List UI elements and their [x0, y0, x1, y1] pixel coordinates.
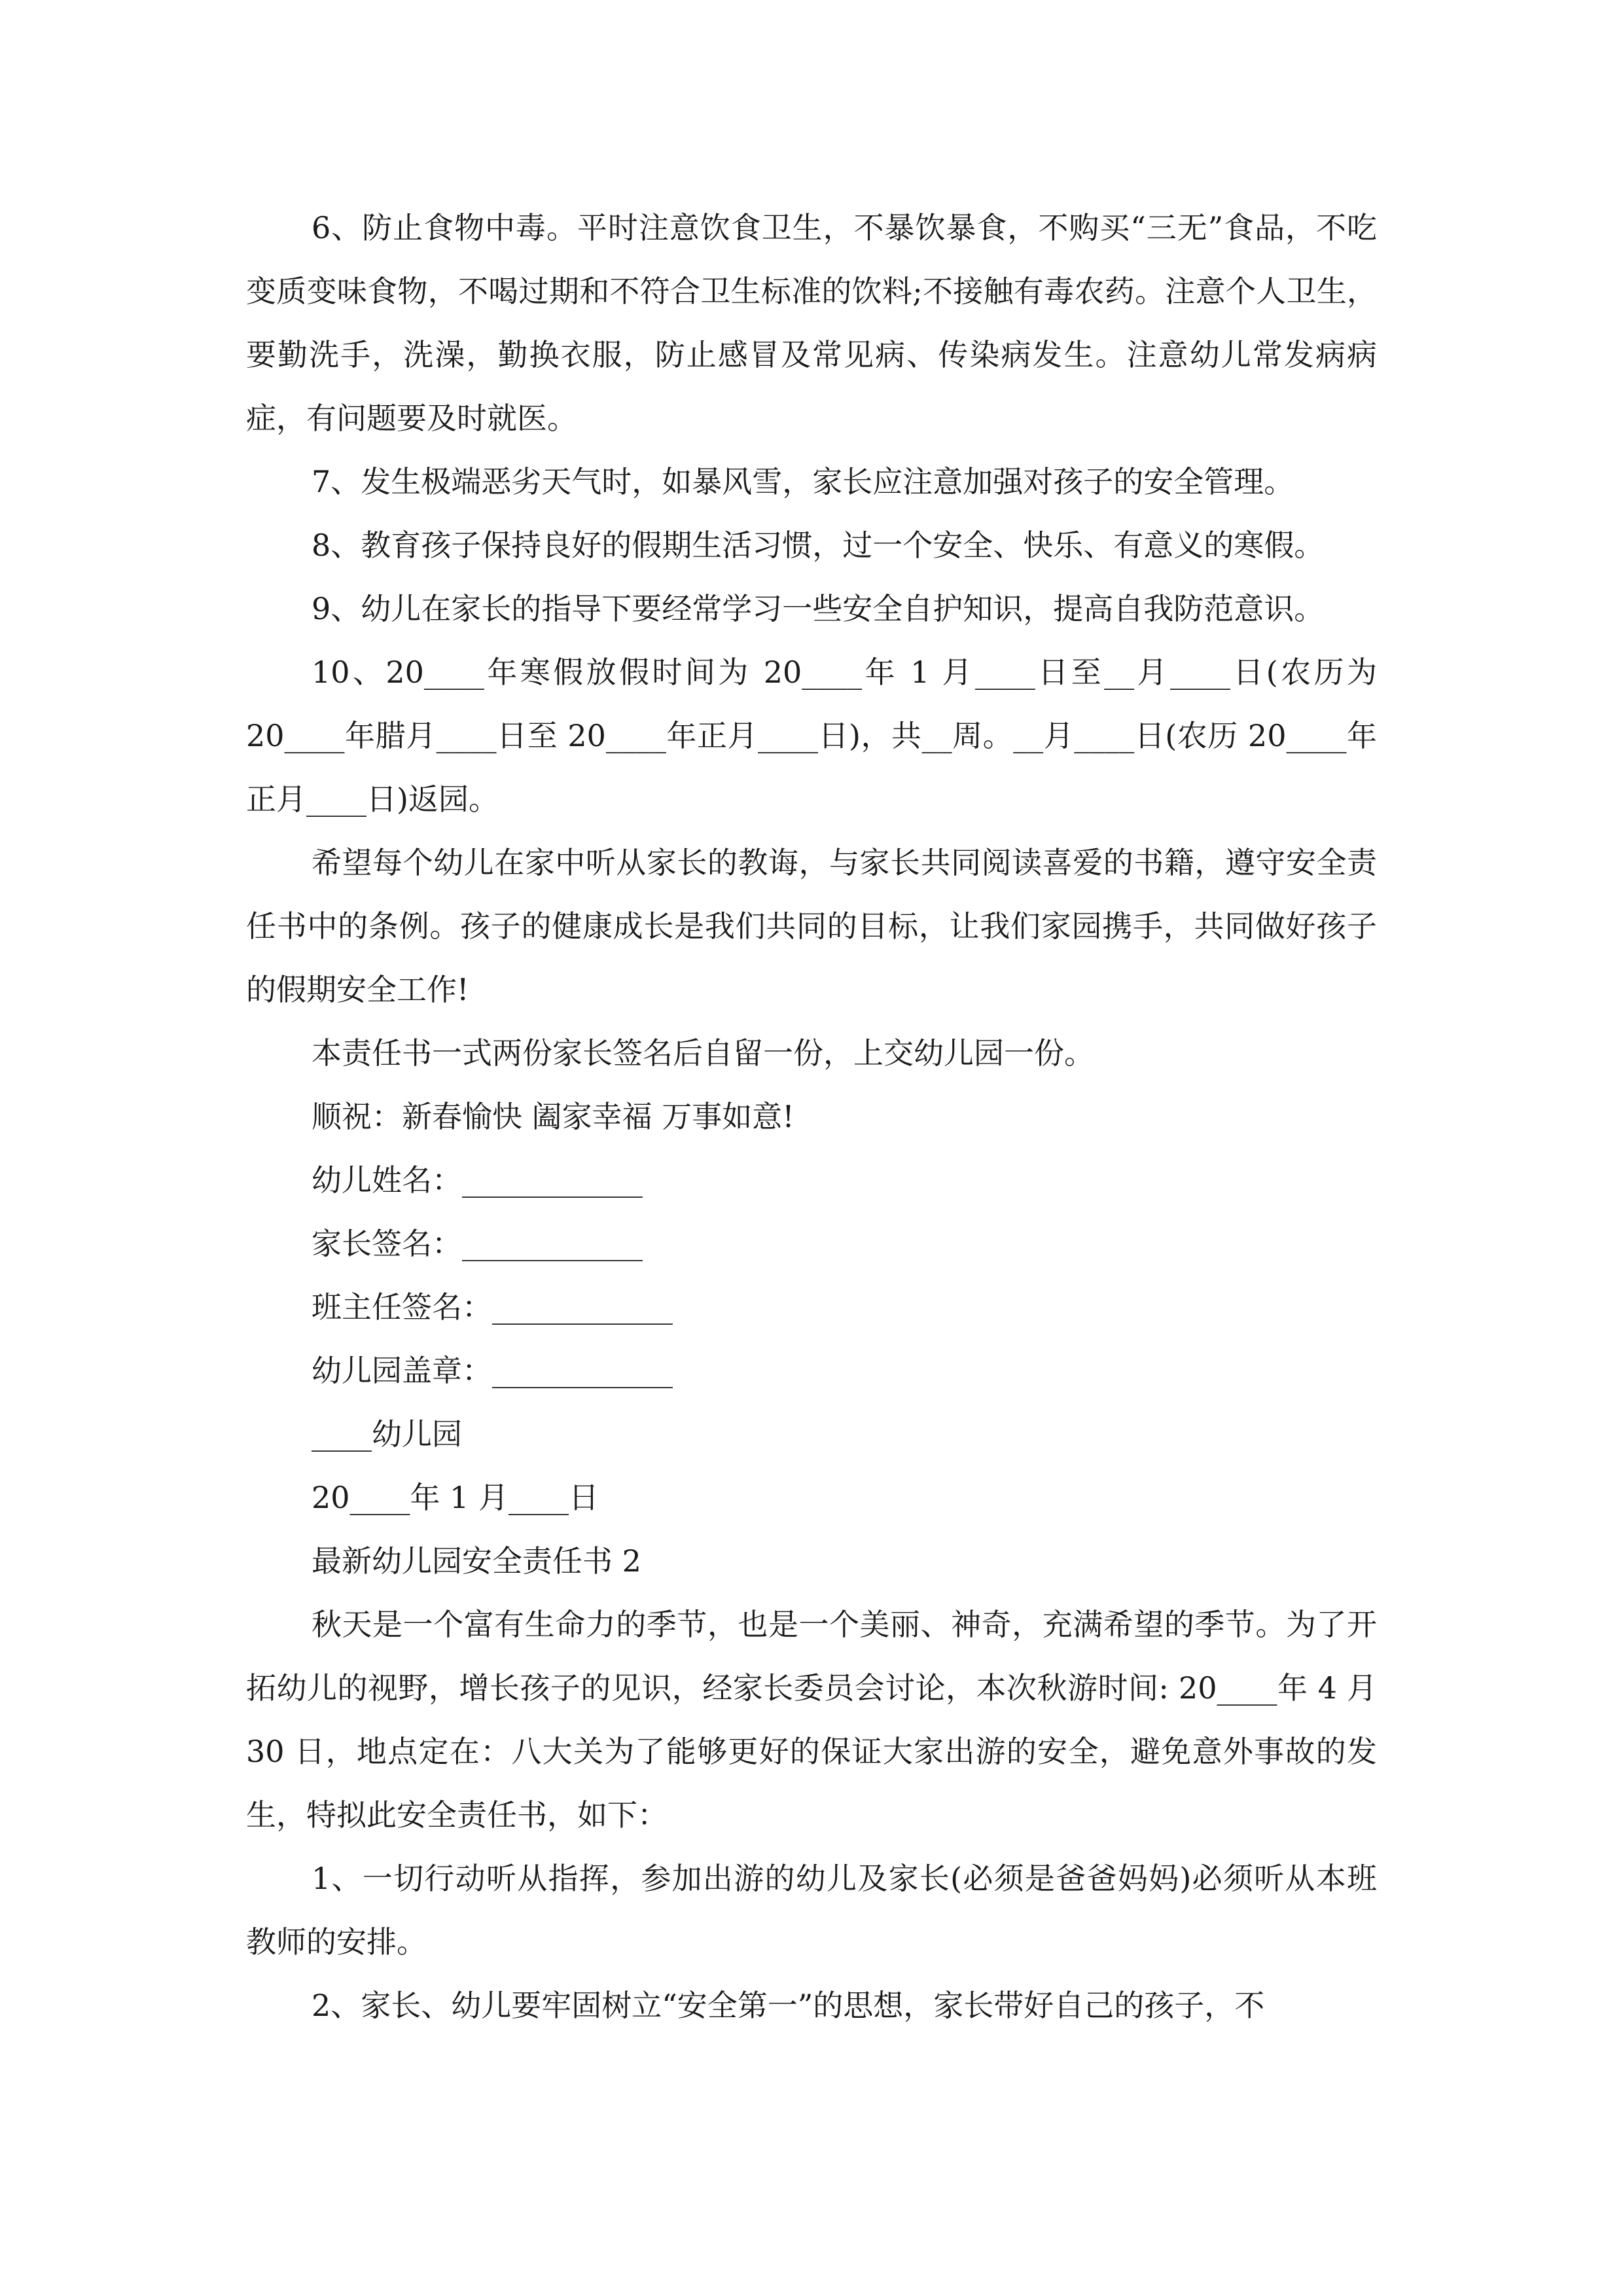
outing-rule-2: 2、家长、幼儿要牢固树立“安全第一”的思想，家长带好自己的孩子，不	[312, 1988, 1265, 2023]
date-line: 20____年 1 月____日	[312, 1480, 599, 1515]
outing-rule-1: 1、一切行动听从指挥，参加出游的幼儿及家长(必须是爸爸妈妈)必须听从本班教师的安排。	[246, 1861, 1377, 1960]
child-name-field: 幼儿姓名：____________	[312, 1162, 643, 1198]
document-body	[246, 196, 1377, 2037]
item-8-habits: 8、教育孩子保持良好的假期生活习惯，过一个安全、快乐、有意义的寒假。	[312, 528, 1325, 563]
parent-signature-field: 家长签名：____________	[312, 1226, 643, 1261]
autumn-outing-intro: 秋天是一个富有生命力的季节，也是一个美丽、神奇，充满希望的季节。为了开拓幼儿的视野，增长孩子的见识，经家长委员会讨论，本次秋游时间: 20____年 4 月 30 日，地点定在：八大关为了能够更好的保证大家出游的安全，避免意外事故的发生，特拟此安全责任书，如下：	[246, 1607, 1377, 1833]
kindergarten-seal-field: 幼儿园盖章：____________	[312, 1353, 673, 1388]
teacher-signature-field: 班主任签名：____________	[312, 1289, 673, 1325]
item-10-holiday-dates: 10、20____年寒假放假时间为 20____年 1 月____日至__月____日(农历为 20____年腊月____日至 20____年正月____日)，共__周。__月____日(农历 20____年正月____日)返园。	[246, 655, 1377, 817]
section-title-2: 最新幼儿园安全责任书 2	[312, 1543, 641, 1579]
greeting: 顺祝：新春愉快 阖家幸福 万事如意!	[312, 1099, 794, 1134]
item-6-food-safety: 6、防止食物中毒。平时注意饮食卫生，不暴饮暴食，不购买“三无”食品，不吃变质变味食物，不喝过期和不符合卫生标准的饮料;不接触有毒农药。注意个人卫生，要勤洗手，洗澡，勤换衣服，防止感冒及常见病、传染病发生。注意幼儿常发病病症，有问题要及时就医。	[246, 210, 1377, 436]
closing-paragraph: 希望每个幼儿在家中听从家长的教诲，与家长共同阅读喜爱的书籍，遵守安全责任书中的条例。孩子的健康成长是我们共同的目标，让我们家园携手，共同做好孩子的假期安全工作!	[246, 845, 1377, 1007]
copies-note: 本责任书一式两份家长签名后自留一份，上交幼儿园一份。	[312, 1035, 1094, 1071]
item-9-knowledge: 9、幼儿在家长的指导下要经常学习一些安全自护知识，提高自我防范意识。	[312, 591, 1325, 626]
kindergarten-name: ____幼儿园	[312, 1416, 462, 1452]
item-7-weather: 7、发生极端恶劣天气时，如暴风雪，家长应注意加强对孩子的安全管理。	[312, 464, 1294, 499]
